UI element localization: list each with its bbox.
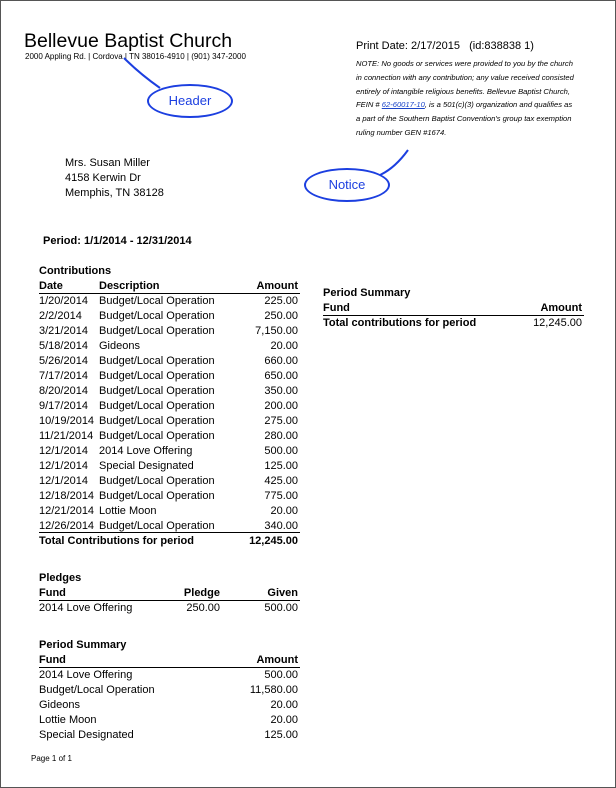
contrib-row-description: Budget/Local Operation: [99, 385, 215, 397]
contrib-row-date: 7/17/2014: [39, 370, 88, 382]
contrib-header-description: Description: [99, 280, 160, 292]
summary-row-amount: 20.00: [270, 699, 298, 711]
contrib-row-date: 3/21/2014: [39, 325, 88, 337]
contrib-row-date: 11/21/2014: [39, 430, 94, 442]
right-summary-total-label: Total contributions for period: [323, 317, 477, 329]
contrib-row-amount: 425.00: [264, 475, 298, 487]
contrib-header-date: Date: [39, 280, 63, 292]
contrib-row-amount: 650.00: [264, 370, 298, 382]
contrib-total-amount: 12,245.00: [249, 535, 298, 547]
summary-header-amount: Amount: [256, 654, 298, 666]
summary-header-fund: Fund: [39, 654, 66, 666]
right-summary-title: Period Summary: [323, 287, 411, 299]
contrib-row-description: Budget/Local Operation: [99, 295, 215, 307]
notice-callout-label: Notice: [328, 177, 366, 192]
church-name: Bellevue Baptist Church: [24, 30, 233, 52]
summary-row-fund: Special Designated: [39, 729, 134, 741]
contrib-row-date: 5/26/2014: [39, 355, 88, 367]
contrib-row-description: Budget/Local Operation: [99, 310, 215, 322]
contrib-row-date: 8/20/2014: [39, 385, 88, 397]
contrib-row-amount: 350.00: [264, 385, 298, 397]
pledges-header-given: Given: [267, 587, 298, 599]
summary-row-fund: Budget/Local Operation: [39, 684, 155, 696]
contrib-row-description: Lottie Moon: [99, 505, 157, 517]
contrib-row-date: 12/1/2014: [39, 460, 88, 472]
pledge-row-pledge: 250.00: [186, 602, 220, 614]
contrib-row-amount: 500.00: [264, 445, 298, 457]
notice-text-a: NOTE: No goods or services were provided to you by the church in connection with any contribution; any value received consisted entirely of intangible religious benefits. Bellevue Baptist Church, FEIN #: [356, 59, 574, 110]
contrib-row-date: 9/17/2014: [39, 400, 88, 412]
contrib-row-description: Budget/Local Operation: [99, 475, 215, 487]
pledge-row-given: 500.00: [264, 602, 298, 614]
contrib-row-amount: 20.00: [270, 340, 298, 352]
contrib-row-amount: 340.00: [264, 520, 298, 532]
summary-row-amount: 500.00: [264, 669, 298, 681]
contrib-row-amount: 225.00: [264, 295, 298, 307]
contrib-total-rule: [39, 532, 300, 533]
summary-row-amount: 11,580.00: [249, 684, 298, 696]
contrib-row-date: 10/19/2014: [39, 415, 95, 427]
period-summary-title: Period Summary: [39, 639, 127, 651]
pledges-title: Pledges: [39, 572, 82, 584]
contrib-row-date: 1/20/2014: [39, 295, 88, 307]
summary-row-fund: Lottie Moon: [39, 714, 97, 726]
right-summary-header-fund: Fund: [323, 302, 350, 314]
contrib-row-amount: 660.00: [264, 355, 298, 367]
page-number: Page 1 of 1: [31, 754, 72, 763]
contrib-row-date: 5/18/2014: [39, 340, 88, 352]
right-summary-header-amount: Amount: [540, 302, 582, 314]
pledge-row-fund: 2014 Love Offering: [39, 602, 133, 614]
church-address: 2000 Appling Rd. | Cordova | TN 38016-4910 | (901) 347-2000: [25, 52, 246, 61]
contrib-row-amount: 775.00: [264, 490, 298, 502]
recipient-name: Mrs. Susan Miller: [65, 157, 150, 169]
record-id: (id:838838 1): [469, 40, 534, 52]
contrib-row-description: Budget/Local Operation: [99, 490, 215, 502]
callout-pointers: [0, 0, 616, 240]
recipient-city: Memphis, TN 38128: [65, 187, 164, 199]
notice-text-b: , is a 501(c)(3) organization and qualifies as a part of the Southern Baptist Convention's group tax exemption ruling number GEN #1674.: [356, 100, 573, 137]
contrib-header-amount: Amount: [256, 280, 298, 292]
header-callout-pointer: [124, 58, 160, 88]
contrib-row-amount: 250.00: [264, 310, 298, 322]
contrib-row-date: 2/2/2014: [39, 310, 82, 322]
contributions-title: Contributions: [39, 265, 112, 277]
contrib-row-amount: 200.00: [264, 400, 298, 412]
contrib-row-amount: 280.00: [264, 430, 298, 442]
print-date: Print Date: 2/17/2015: [356, 40, 460, 52]
contrib-row-date: 12/26/2014: [39, 520, 95, 532]
contrib-row-description: Budget/Local Operation: [99, 520, 215, 532]
pledges-header-pledge: Pledge: [183, 587, 220, 599]
statement-period: Period: 1/1/2014 - 12/31/2014: [43, 235, 192, 247]
contrib-row-description: Budget/Local Operation: [99, 370, 215, 382]
pledges-header-fund: Fund: [39, 587, 66, 599]
contrib-row-date: 12/1/2014: [39, 445, 88, 457]
contrib-row-amount: 7,150.00: [255, 325, 298, 337]
summary-row-amount: 20.00: [270, 714, 298, 726]
contrib-row-description: Budget/Local Operation: [99, 325, 215, 337]
contrib-row-description: Budget/Local Operation: [99, 430, 215, 442]
summary-row-fund: Gideons: [39, 699, 80, 711]
contrib-row-amount: 125.00: [264, 460, 298, 472]
contrib-row-date: 12/18/2014: [39, 490, 95, 502]
contrib-row-date: 12/21/2014: [39, 505, 95, 517]
contrib-row-description: Special Designated: [99, 460, 194, 472]
summary-row-fund: 2014 Love Offering: [39, 669, 133, 681]
right-summary-total-amount: 12,245.00: [533, 317, 582, 329]
recipient-street: 4158 Kerwin Dr: [65, 172, 141, 184]
contrib-row-description: Budget/Local Operation: [99, 355, 215, 367]
contrib-total-label: Total Contributions for period: [39, 535, 194, 547]
fein-link[interactable]: 62-60017-10: [381, 100, 425, 110]
notice-callout: [304, 168, 390, 202]
contrib-row-description: 2014 Love Offering: [99, 445, 193, 457]
contrib-row-date: 12/1/2014: [39, 475, 88, 487]
contrib-row-amount: 20.00: [270, 505, 298, 517]
summary-row-amount: 125.00: [264, 729, 298, 741]
header-callout-label: Header: [168, 93, 212, 108]
contrib-row-amount: 275.00: [264, 415, 298, 427]
contrib-row-description: Gideons: [99, 340, 140, 352]
contrib-row-description: Budget/Local Operation: [99, 415, 215, 427]
header-callout: [147, 84, 233, 118]
contrib-row-description: Budget/Local Operation: [99, 400, 215, 412]
